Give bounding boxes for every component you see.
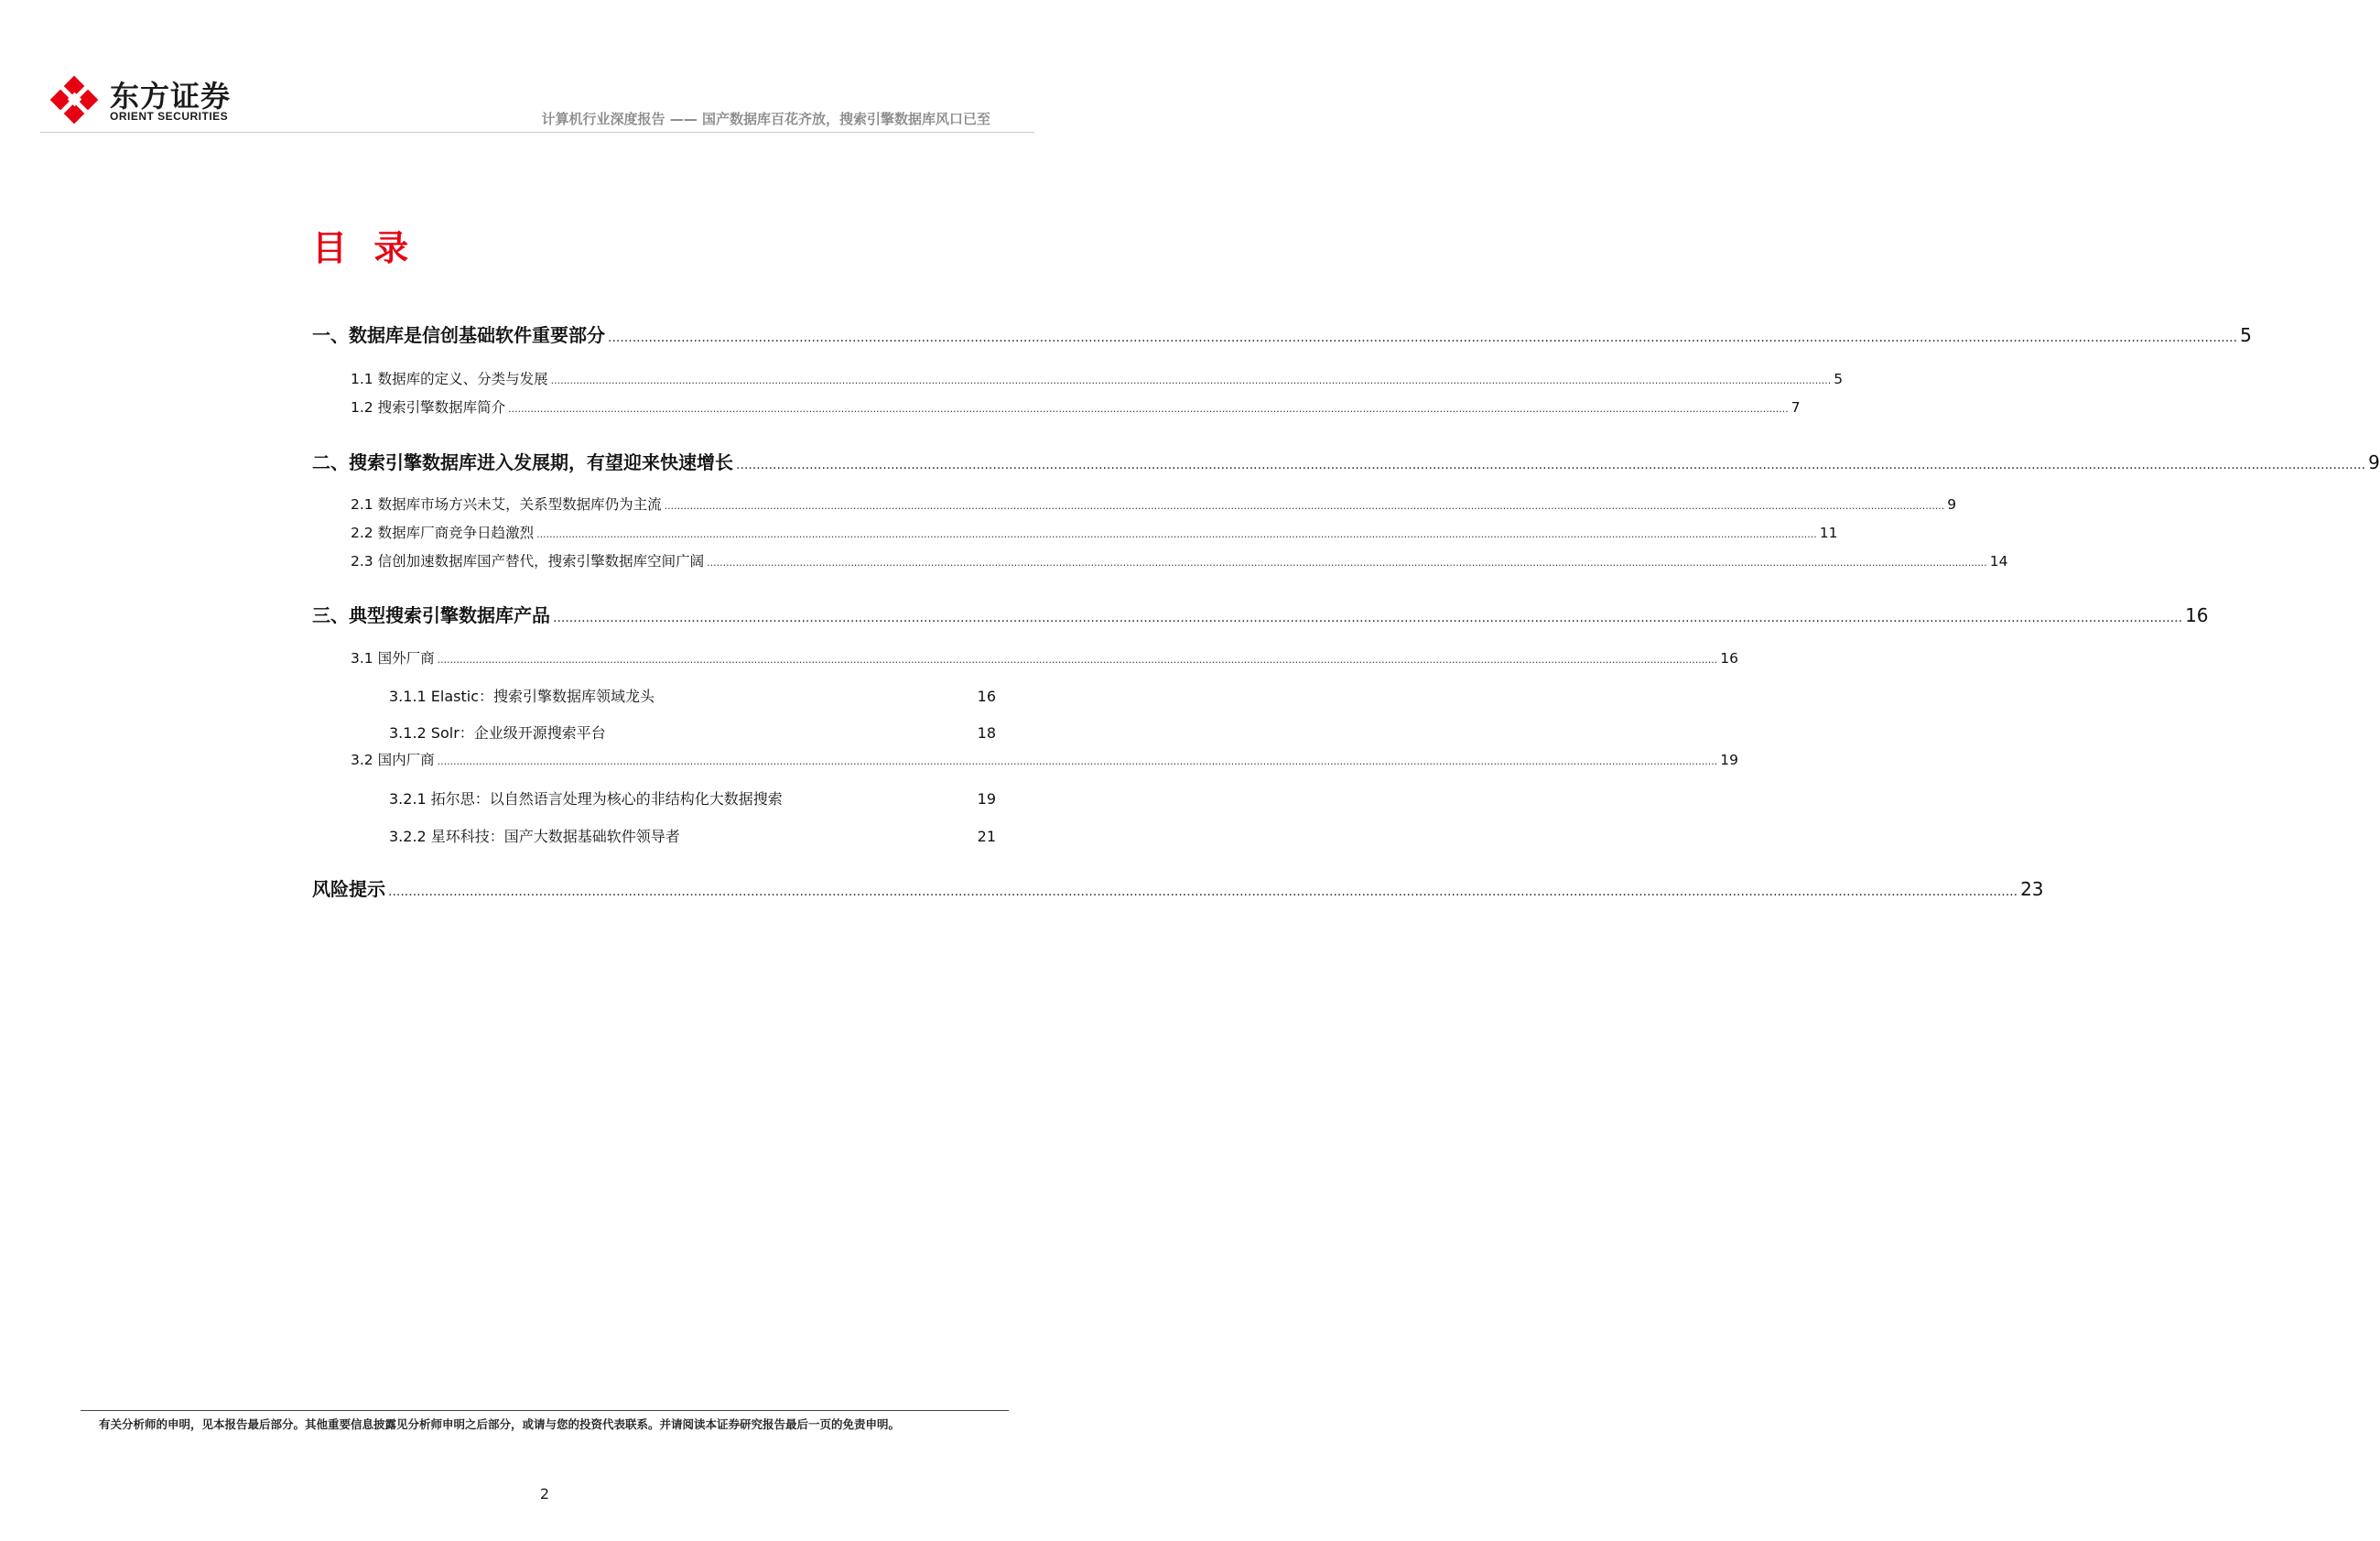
toc-leader-dots: ................................................................................................................................................................................................................................................................................................................................................................................................................	[388, 884, 2018, 899]
toc-entry-page: 23	[2020, 878, 2044, 900]
toc-entry-label: 2.2 数据库厂商竞争日趋激烈	[351, 525, 535, 541]
page-number: 2	[539, 1485, 550, 1503]
logo-english-name: ORIENT SECURITIES	[110, 110, 229, 123]
orient-securities-diamond-logo-icon	[51, 77, 99, 125]
toc-leader-dots: ................................................................................................................................................................................................................................................................................................................................................................................................................	[550, 374, 1832, 386]
toc-leader-dots: ................................................................................................................................................................................................................................................................................................................................................................................................................	[736, 458, 2366, 472]
toc-entry-page: 9	[2368, 451, 2380, 473]
toc-entry-label: 3.2.1 拓尔思：以自然语言处理为核心的非结构化大数据搜索	[389, 790, 783, 808]
toc-entry-label: 风险提示	[312, 878, 385, 900]
toc-leader-dots: ................................................................................................................................................................................................................................................................................................................................................................................................................	[536, 528, 1817, 540]
toc-leader-dots: ................................................................................................................................................................................................................................................................................................................................................................................................................	[437, 755, 1718, 767]
toc-entry-page: 7	[1790, 399, 1801, 416]
toc-entry[interactable]	[389, 787, 996, 808]
toc-entry-page: 16	[977, 688, 996, 705]
footer-divider	[81, 1410, 1009, 1411]
toc-leader-dots: ................................................................................................................................................................................................................................................................................................................................................................................................................	[508, 403, 1789, 415]
toc-entry[interactable]	[351, 368, 1844, 388]
report-title: 计算机行业深度报告 —— 国产数据库百花齐放，搜索引擎数据库风口已至	[541, 111, 990, 127]
toc-leader-dots: ................................................................................................................................................................................................................................................................................................................................................................................................................	[608, 331, 2238, 345]
toc-entry[interactable]	[312, 601, 2209, 626]
toc-entry[interactable]	[312, 448, 2380, 473]
toc-entry-label: 3.1.1 Elastic：搜索引擎数据库领域龙头	[389, 688, 655, 705]
toc-leader-dots: ................................................................................................................................................................................................................................................................................................................................................................................................................	[707, 557, 1987, 569]
toc-entry[interactable]	[351, 522, 1838, 542]
toc-leader-dots: ................................................................................................................................................................................................................................................................................................................................................................................................................	[664, 500, 1945, 512]
toc-entry[interactable]	[351, 494, 1957, 514]
toc-entry-label: 3.1.2 Solr：企业级开源搜索平台	[389, 724, 606, 742]
toc-entry-page: 19	[977, 790, 996, 808]
toc-entry[interactable]	[389, 685, 996, 705]
toc-entry-page: 21	[977, 828, 996, 845]
toc-entry[interactable]	[389, 825, 996, 845]
toc-entry-page: 9	[1947, 496, 1957, 513]
footer-disclaimer: 有关分析师的申明，见本报告最后部分。其他重要信息披露见分析师申明之后部分，或请与您的投资代表联系。并请阅读本证券研究报告最后一页的免责申明。	[99, 1417, 901, 1431]
toc-entry-label: 3.2 国内厂商	[351, 752, 435, 768]
toc-entry[interactable]	[351, 647, 1738, 667]
toc-entry-page: 11	[1819, 525, 1838, 541]
toc-entry-label: 2.3 信创加速数据库国产替代，搜索引擎数据库空间广阔	[351, 553, 705, 570]
toc-entry-label: 一、数据库是信创基础软件重要部分	[312, 324, 605, 346]
toc-entry-page: 5	[1834, 371, 1844, 387]
toc-entry-page: 5	[2240, 324, 2252, 346]
toc-entry[interactable]	[351, 749, 1738, 769]
toc-entry-label: 二、搜索引擎数据库进入发展期，有望迎来快速增长	[312, 451, 733, 473]
toc-entry-label: 3.2.2 星环科技：国产大数据基础软件领导者	[389, 828, 680, 845]
toc-entry-label: 1.1 数据库的定义、分类与发展	[351, 371, 548, 387]
toc-leader-dots: ................................................................................................................................................................................................................................................................................................................................................................................................................	[437, 654, 1718, 666]
toc-entry-page: 16	[1720, 650, 1738, 667]
toc-entry[interactable]	[312, 874, 2044, 900]
toc-entry[interactable]	[351, 550, 2008, 570]
toc-entry-page: 14	[1989, 553, 2008, 570]
toc-leader-dots: ................................................................................................................................................................................................................................................................................................................................................................................................................	[553, 611, 2183, 625]
toc-entry[interactable]	[351, 396, 1801, 417]
toc-title: 目 录	[312, 228, 416, 268]
toc-entry-page: 19	[1720, 752, 1738, 768]
toc-entry[interactable]	[389, 722, 996, 742]
toc-entry-page: 16	[2185, 604, 2209, 626]
toc-entry-label: 3.1 国外厂商	[351, 650, 435, 667]
toc-entry[interactable]	[312, 320, 2252, 346]
header-divider	[40, 132, 1034, 133]
toc-entry-label: 2.1 数据库市场方兴未艾，关系型数据库仍为主流	[351, 496, 662, 513]
toc-entry-page: 18	[977, 724, 996, 742]
toc-entry-label: 1.2 搜索引擎数据库简介	[351, 399, 506, 416]
toc-entry-label: 三、典型搜索引擎数据库产品	[312, 604, 550, 626]
logo-chinese-name: 东方证券	[110, 79, 232, 114]
